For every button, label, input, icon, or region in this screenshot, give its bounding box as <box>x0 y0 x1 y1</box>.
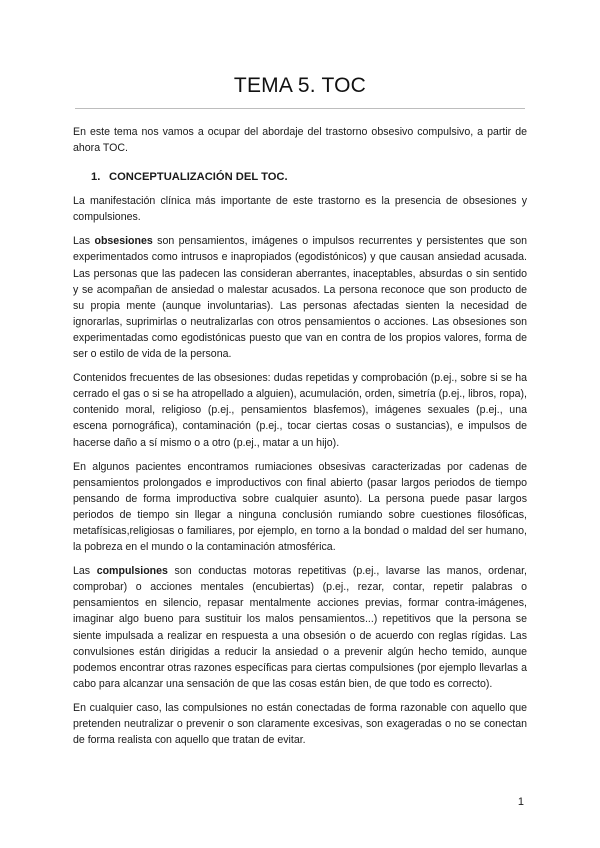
term-obsesiones: obsesiones <box>94 235 153 248</box>
paragraph-conclusion: En cualquier caso, las compulsiones no están conectadas de forma razonable con aquello que pretenden neutralizar o prevenir o son claramente excesivas, son exageradas o no se conectan de forma realista con aquello que tratan de evitar. <box>73 701 527 747</box>
paragraph-lead: Las <box>73 565 97 578</box>
document-body <box>73 124 527 748</box>
section-number: 1. <box>91 171 101 184</box>
paragraph-contents: Contenidos frecuentes de las obsesiones: dudas repetidas y comprobación (p.ej., sobre si se ha cerrado el gas o si se ha atropellado a alguien), acumulación, orden, simetría (p.ej., libros, ropa), contenido moral, religioso (p.ej., pensamientos blasfemos), imágenes sexuales (p.ej., una escena pornográfica), contaminación (p.ej., tocar ciertas cosas o sustancias), e impulsos de hacerse daño a sí mismo o a otro (p.ej., matar a un hijo). <box>73 372 527 449</box>
page-title: TEMA 5. TOC <box>233 74 367 97</box>
paragraph-text: son conductas motoras repetitivas (p.ej., lavarse las manos, ordenar, comprobar) o acciones mentales (encubiertas) (p.ej., rezar, contar, repetir palabras o pensamientos en silencio, repasar mentalmente acciones previas, formar contra-imágenes, imaginar algo bueno para sustituir los malos pensamientos...) repetitivos que la persona se siente impulsada a realizar en respuesta a una obsesión o de acuerdo con reglas rígidas. Las convulsiones están dirigidas a reducir la ansiedad o a prevenir algún hecho temido, aunque podemos encontrar otras razones específicas para ciertas compulsiones (por ejemplo llevarlas a cabo para alcanzar una sensación de que las cosas están bien, de que todo es correcto). <box>73 565 527 690</box>
paragraph-obsessions <box>73 233 527 362</box>
term-compulsiones: compulsiones <box>96 565 168 578</box>
paragraph-manifestation: La manifestación clínica más importante de este trastorno es la presencia de obsesiones y compulsiones. <box>73 195 527 224</box>
page-number: 1 <box>517 796 524 808</box>
intro-paragraph: En este tema nos vamos a ocupar del abordaje del trastorno obsesivo compulsivo, a partir de ahora TOC. <box>73 126 527 155</box>
paragraph-compulsions <box>73 563 527 692</box>
paragraph-lead: Las <box>73 235 95 248</box>
title-divider <box>75 108 525 109</box>
paragraph-ruminations: En algunos pacientes encontramos rumiaciones obsesivas caracterizadas por cadenas de pensamientos prolongados e improductivos con final abierto (pasar largos periodos de tiempo pensando de forma improductiva sobre cualquier asunto). La persona puede pasar largos periodos de tiempo sin llegar a ninguna conclusión rumiando sobre cuestiones filosóficas, metafísicas,religiosas o familiares, por ejemplo, en torno a la bondad o maldad del ser humano, la pobreza en el mundo o la contaminación atmosférica. <box>73 460 527 554</box>
section-title: CONCEPTUALIZACIÓN DEL TOC. <box>109 171 288 184</box>
paragraph-text: son pensamientos, imágenes o impulsos recurrentes y persistentes que son experimentados como intrusos e inapropiados (egodistónicos) y que causan ansiedad acusada. Las personas que las padecen las consideran aberrantes, inaceptables, absurdas o sin sentido y se acompañan de ansiedad o malestar acusados. La persona reconoce que son producto de su propia mente (aunque involuntarias). Las personas afectadas sienten la necesidad de ignorarlas, suprimirlas o neutralizarlas con otros pensamientos o acciones. Las obsesiones son experimentadas como egodistónicas puesto que van en contra de los propios valores, forma de ser o estilo de vida de la persona. <box>73 235 527 361</box>
section-heading <box>91 169 527 185</box>
